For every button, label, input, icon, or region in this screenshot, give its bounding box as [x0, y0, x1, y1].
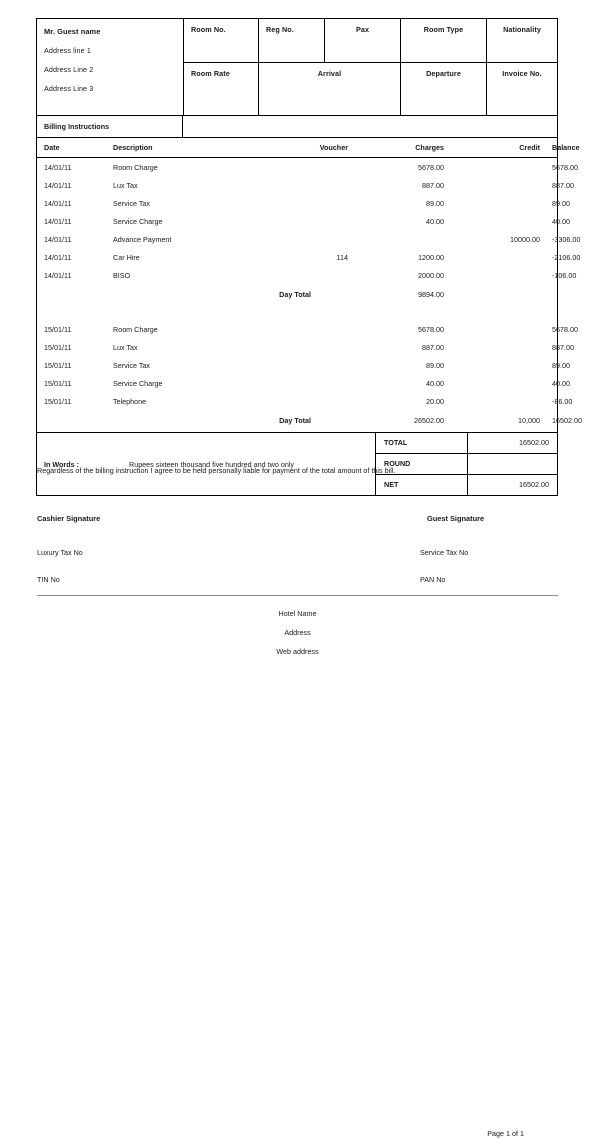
- ledger-cell-balance: -2106.00: [552, 253, 581, 262]
- ledger-cell-charges: 887.00: [422, 343, 444, 352]
- guest-name: Mr. Guest name: [44, 27, 101, 36]
- ledger-cell-voucher: [263, 176, 366, 194]
- ledger-cell-date: 15/01/11: [44, 361, 72, 370]
- ledger-cell-voucher: [263, 356, 366, 374]
- summary-section: [36, 433, 558, 496]
- day-total-balance: 16502.00: [552, 416, 582, 425]
- ledger-cell-description: BISO: [113, 271, 131, 280]
- day-total-charges: 26502.00: [414, 416, 444, 425]
- day-total-credit: [454, 284, 552, 306]
- field-departure-label: Departure: [426, 69, 461, 78]
- column-header-balance: Balance: [552, 138, 558, 158]
- day-total-label: Day Total: [279, 290, 311, 299]
- ledger-cell-balance: -86.00: [552, 397, 573, 406]
- ledger-cell-description: Service Charge: [113, 217, 163, 226]
- tax-numbers-right-column: [420, 548, 468, 584]
- field-room-type-label: Room Type: [423, 25, 464, 34]
- ledger-cell-credit: [454, 338, 552, 356]
- day-total-label: Day Total: [279, 416, 311, 425]
- ledger-cell-description: Room Charge: [113, 325, 158, 334]
- totals-label: NET: [376, 475, 468, 496]
- ledger-cell-credit: [454, 194, 552, 212]
- ledger-cell-voucher: [263, 392, 366, 410]
- totals-box: [376, 433, 557, 495]
- day-total-row: [37, 410, 558, 433]
- ledger-cell-description: Advance Payment: [113, 235, 172, 244]
- field-departure[interactable]: [401, 63, 487, 116]
- column-header-date: Date: [37, 138, 107, 158]
- ledger-row: [37, 176, 558, 194]
- totals-label: TOTAL: [376, 433, 468, 454]
- ledger-cell-credit: [454, 356, 552, 374]
- ledger-cell-date: 15/01/11: [44, 397, 72, 406]
- ledger-cell-description: Lux Tax: [113, 181, 138, 190]
- ledger-cell-date: 15/01/11: [44, 325, 72, 334]
- ledger-row: [37, 212, 558, 230]
- charges-ledger-table: [36, 138, 582, 433]
- field-room-rate-label: Room Rate: [191, 69, 230, 78]
- ledger-cell-voucher: 114: [336, 253, 348, 262]
- ledger-cell-balance: -106.00: [552, 271, 577, 280]
- ledger-row: [37, 374, 558, 392]
- ledger-cell-balance: 40.00: [552, 379, 570, 388]
- ledger-cell-voucher: [263, 374, 366, 392]
- ledger-cell-description: Lux Tax: [113, 343, 138, 352]
- ledger-cell-voucher: [263, 338, 366, 356]
- ledger-spacer-cell: [37, 306, 558, 320]
- ledger-cell-balance: 40.00: [552, 217, 570, 226]
- guest-block: [37, 19, 184, 116]
- ledger-cell-charges: 887.00: [422, 181, 444, 190]
- ledger-cell-charges: 89.00: [426, 199, 444, 208]
- ledger-cell-charges: 5678.00: [418, 325, 444, 334]
- field-reg-no[interactable]: [259, 19, 325, 63]
- tin-no-label: TIN No: [37, 575, 60, 584]
- ledger-row: [37, 230, 558, 248]
- ledger-row: [37, 266, 558, 284]
- invoice-document: [36, 18, 582, 496]
- field-arrival[interactable]: [259, 63, 401, 116]
- ledger-cell-credit: 10000.00: [510, 235, 540, 244]
- ledger-cell-credit: [454, 248, 552, 266]
- ledger-cell-voucher: [263, 194, 366, 212]
- ledger-cell-date: 14/01/11: [44, 253, 72, 262]
- ledger-cell-credit: [454, 212, 552, 230]
- totals-value: 16502.00: [468, 433, 558, 454]
- guest-address-line-1: Address line 1: [44, 46, 91, 55]
- ledger-cell-description: Room Charge: [113, 163, 158, 172]
- column-header-description: Description: [106, 138, 263, 158]
- guest-signature-label: Guest Signature: [427, 514, 485, 523]
- ledger-row: [37, 392, 558, 410]
- luxury-tax-no-label: Luxury Tax No: [37, 548, 83, 557]
- ledger-cell-balance: 5678.00: [552, 325, 578, 334]
- billing-instructions-label: Billing Instructions: [44, 122, 110, 131]
- footer-block: [37, 599, 558, 656]
- ledger-cell-charges: 2000.00: [418, 271, 444, 280]
- ledger-cell-voucher: [263, 158, 366, 177]
- field-invoice-no-label: Invoice No.: [502, 69, 542, 78]
- ledger-cell-charges: 20.00: [426, 397, 444, 406]
- ledger-cell-balance: -3306.00: [552, 235, 581, 244]
- field-room-no-label: Room No.: [191, 25, 226, 34]
- invoice-header-table: [36, 18, 558, 116]
- ledger-cell-description: Car Hire: [113, 253, 140, 262]
- ledger-cell-charges: 40.00: [426, 379, 444, 388]
- ledger-cell-voucher: [263, 230, 366, 248]
- disclaimer-text: Regardless of the billing instruction I agree to be held personally liable for payment of the total amount of this bill.: [37, 466, 396, 475]
- ledger-cell-description: Service Charge: [113, 379, 163, 388]
- day-total-balance: [552, 284, 558, 306]
- ledger-cell-date: 14/01/11: [44, 181, 72, 190]
- column-header-credit: Credit: [454, 138, 552, 158]
- ledger-cell-date: 15/01/11: [44, 379, 72, 388]
- totals-row: [376, 433, 557, 454]
- ledger-spacer-row: [37, 306, 558, 320]
- field-pax[interactable]: [325, 19, 401, 63]
- day-total-credit: 10,000: [518, 416, 540, 425]
- ledger-header-row: [37, 138, 558, 158]
- ledger-cell-balance: 887.00: [552, 343, 574, 352]
- in-words-value: Rupees sixteen thousand five hundred and two only: [129, 459, 295, 469]
- guest-address-line-2: Address Line 2: [44, 65, 94, 74]
- ledger-cell-balance: 5678.00: [552, 163, 578, 172]
- field-pax-label: Pax: [355, 25, 370, 34]
- signature-row: [37, 514, 558, 523]
- pan-no-label: PAN No: [420, 575, 446, 584]
- ledger-cell-voucher: [263, 212, 366, 230]
- field-room-rate[interactable]: [184, 63, 259, 116]
- field-nationality[interactable]: [487, 19, 558, 63]
- field-nationality-label: Nationality: [503, 25, 541, 34]
- footer-hotel-name: Hotel Name: [278, 609, 317, 618]
- ledger-cell-credit: [454, 374, 552, 392]
- field-invoice-no[interactable]: [487, 63, 558, 116]
- cashier-signature-label: Cashier Signature: [37, 514, 101, 523]
- ledger-cell-credit: [454, 392, 552, 410]
- ledger-cell-charges: 5678.00: [418, 163, 444, 172]
- ledger-cell-balance: 887.00: [552, 181, 574, 190]
- footer-divider: [37, 595, 558, 596]
- ledger-row: [37, 158, 558, 177]
- ledger-cell-voucher: [263, 320, 366, 338]
- in-words-label: In Words :: [44, 459, 80, 469]
- ledger-row: [37, 320, 558, 338]
- ledger-cell-credit: [454, 158, 552, 177]
- ledger-cell-credit: [454, 266, 552, 284]
- field-room-type[interactable]: [401, 19, 487, 63]
- day-total-row: [37, 284, 558, 306]
- guest-address-line-3: Address Line 3: [44, 84, 94, 93]
- totals-value: [468, 454, 558, 475]
- ledger-cell-balance: 89.00: [552, 361, 570, 370]
- service-tax-no-label: Service Tax No: [420, 548, 469, 557]
- footer-address: Address: [284, 628, 311, 637]
- ledger-cell-credit: [454, 176, 552, 194]
- totals-row: [376, 475, 557, 496]
- ledger-cell-description: Service Tax: [113, 361, 151, 370]
- ledger-cell-charges: 1200.00: [418, 253, 444, 262]
- ledger-cell-description: Telephone: [113, 397, 147, 406]
- column-header-voucher: Voucher: [263, 138, 366, 158]
- ledger-cell-description: Service Tax: [113, 199, 151, 208]
- ledger-cell-date: 14/01/11: [44, 235, 72, 244]
- totals-value: 16502.00: [519, 480, 549, 489]
- column-header-charges: Charges: [366, 138, 454, 158]
- field-reg-no-label: Reg No.: [266, 25, 294, 34]
- totals-label: ROUND: [376, 454, 468, 475]
- ledger-cell-balance: 89.00: [552, 199, 570, 208]
- field-arrival-label: Arrival: [317, 69, 342, 78]
- day-total-charges: 9894.00: [418, 290, 444, 299]
- ledger-cell-voucher: [263, 266, 366, 284]
- field-room-no[interactable]: [184, 19, 259, 63]
- ledger-cell-date: 14/01/11: [44, 199, 72, 208]
- page-number: Page 1 of 1: [487, 1129, 524, 1138]
- ledger-cell-charges: 40.00: [426, 217, 444, 226]
- footer-web-address: Web address: [276, 647, 319, 656]
- billing-instructions-table: [36, 116, 558, 138]
- ledger-cell-date: 14/01/11: [44, 271, 72, 280]
- ledger-row: [37, 248, 558, 266]
- ledger-cell-date: 14/01/11: [44, 217, 72, 226]
- totals-row: [376, 454, 557, 475]
- ledger-cell-date: 14/01/11: [44, 163, 72, 172]
- ledger-cell-date: 15/01/11: [44, 343, 72, 352]
- billing-instructions-value[interactable]: [183, 116, 558, 138]
- ledger-cell-charges: 89.00: [426, 361, 444, 370]
- ledger-cell-credit: [454, 320, 552, 338]
- ledger-cell-charges: [366, 230, 454, 248]
- ledger-row: [37, 338, 558, 356]
- ledger-row: [37, 194, 558, 212]
- amount-in-words: [37, 433, 376, 495]
- ledger-row: [37, 356, 558, 374]
